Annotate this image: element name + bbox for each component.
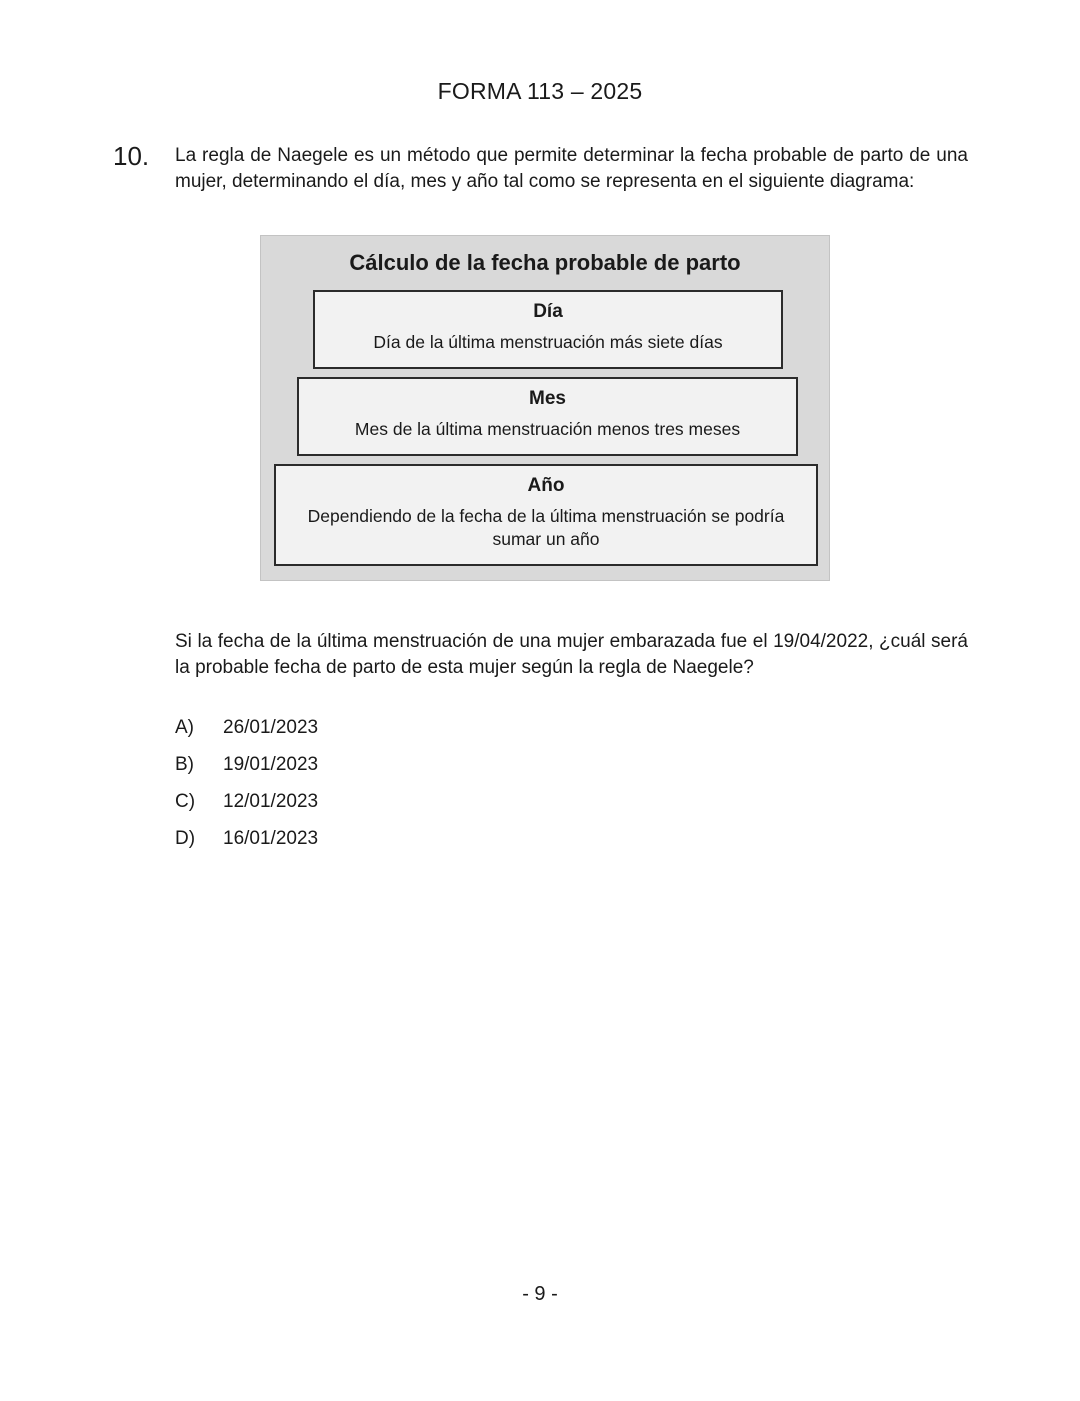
answer-options: [175, 717, 968, 850]
diagram-box-ano-title: Año: [527, 474, 565, 496]
diagram-box-dia-text: Día de la última menstruación más siete días: [373, 332, 723, 353]
question-body: [175, 143, 968, 865]
diagram-box-ano-text: Dependiendo de la fecha de la última menstruación se podría sumar un año: [307, 505, 785, 550]
option-b-text: 19/01/2023: [223, 754, 319, 776]
diagram-title: Cálculo de la fecha probable de parto: [349, 250, 741, 276]
question-intro-text: La regla de Naegele es un método que permite determinar la fecha probable de parto de una mujer, determinando el día, mes y año tal como se representa en el siguiente diagrama:: [175, 145, 968, 193]
option-b-letter: B): [175, 754, 194, 776]
question-prompt-text: Si la fecha de la última menstruación de una mujer embarazada fue el 19/04/2022, ¿cuál será la probable fecha de parto de esta mujer según la regla de Naegele?: [175, 630, 968, 679]
option-c-letter: C): [175, 791, 196, 813]
diagram-box-mes-title: Mes: [529, 388, 566, 410]
question-10: [0, 143, 1080, 865]
diagram-box-dia-title: Día: [533, 301, 563, 323]
option-d-letter: D): [175, 828, 196, 850]
option-c-text: 12/01/2023: [223, 791, 319, 813]
option-a-letter: A): [175, 717, 194, 739]
question-number: 10.: [113, 141, 150, 171]
diagram-box-dia: [313, 290, 783, 369]
diagram-box-ano: [274, 464, 818, 566]
naegele-diagram: [260, 235, 830, 581]
page-header: FORMA 113 – 2025: [437, 78, 643, 104]
option-d-text: 16/01/2023: [223, 828, 319, 850]
option-b: [175, 754, 968, 776]
option-d: [175, 828, 968, 850]
diagram-box-mes-text: Mes de la última menstruación menos tres meses: [354, 419, 741, 440]
page-number: - 9 -: [522, 1283, 558, 1305]
option-a: [175, 717, 968, 739]
diagram-box-mes: [297, 377, 798, 456]
option-c: [175, 791, 968, 813]
option-a-text: 26/01/2023: [223, 717, 319, 739]
